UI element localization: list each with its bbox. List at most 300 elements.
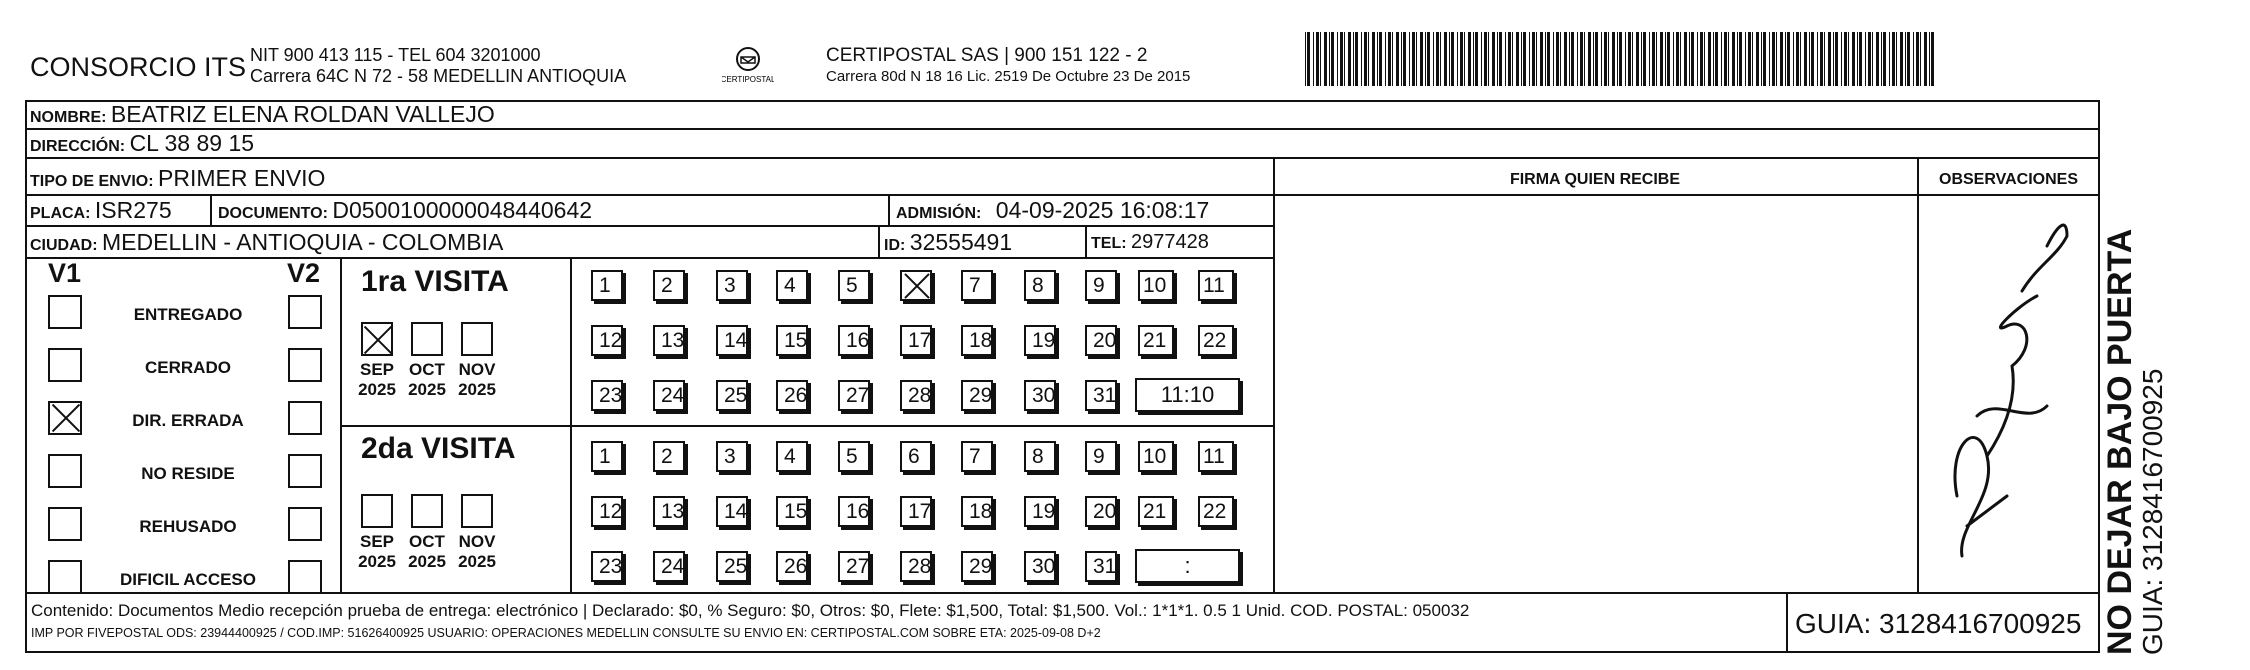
v1-checkbox[interactable] [48,507,82,541]
month-label: NOV 2025 [458,532,496,571]
day-checkbox[interactable]: 26 [776,551,808,582]
barcode-bar [1488,32,1489,86]
barcode-bar [1505,32,1506,86]
barcode-bar [1355,32,1358,86]
barcode-bar [1396,32,1399,86]
day-checkbox[interactable]: 19 [1024,496,1056,527]
barcode-bar [1588,32,1591,86]
barcode-bar [1835,32,1838,86]
barcode-bar [1724,32,1727,86]
barcode-bar [1547,32,1550,86]
day-checkbox[interactable]: 4 [776,441,808,472]
barcode-bar [1508,32,1511,86]
barcode-bar [1876,32,1879,86]
barcode-bar [1745,32,1746,86]
barcode-bar [1728,32,1729,86]
month-label: OCT 2025 [408,360,446,399]
barcode-bar [1625,32,1626,86]
day-checkbox[interactable]: 21 [1138,496,1174,527]
barcode-bar [1889,32,1890,86]
barcode-bar [1652,32,1655,86]
barcode-bar [1793,32,1794,86]
barcode-bar [1601,32,1602,86]
day-checkbox[interactable]: 8 [1024,441,1056,472]
barcode-bar [1721,32,1722,86]
company-info [250,45,626,87]
day-checkbox[interactable]: 24 [653,551,685,582]
barcode-bar [1416,32,1417,86]
barcode-bar [1497,32,1498,86]
barcode-bar [1473,32,1474,86]
barcode-bar [1403,32,1406,86]
barcode-bar [1872,32,1873,86]
direccion-label: DIRECCIÓN: [30,138,126,155]
day-checkbox[interactable]: 31 [1085,551,1117,582]
barcode-bar [1691,32,1694,86]
barcode-bar [1857,32,1858,86]
barcode-bar [1329,32,1330,86]
barcode-bar [1427,32,1430,86]
barcode-bar [1737,32,1738,86]
barcode-bar [1433,32,1434,86]
status-label: ENTREGADO [133,305,243,324]
barcode-bar [1364,32,1367,86]
v1-checkbox[interactable] [48,348,82,382]
barcode-bar [1368,32,1369,86]
month-checkbox[interactable] [461,494,493,528]
barcode-bar [1521,32,1522,86]
v2-checkbox[interactable] [288,507,322,541]
barcode-bar [1756,32,1759,86]
firma-label: FIRMA QUIEN RECIBE [1509,171,1681,188]
status-label: DIR. ERRADA [132,411,244,430]
barcode-bar [1316,32,1319,86]
v1-label: V1 [48,258,82,288]
day-checkbox[interactable]: 5 [838,441,870,472]
day-checkbox[interactable]: 17 [900,325,932,356]
nombre-row [30,101,495,128]
day-checkbox[interactable]: 14 [716,325,748,356]
barcode-bar [1529,32,1530,86]
observaciones-signature [1917,196,2100,592]
barcode-bar [1752,32,1753,86]
day-checkbox[interactable]: 10 [1138,441,1174,472]
month-checkbox[interactable] [411,494,443,528]
day-checkbox[interactable]: 24 [653,380,685,411]
time-field[interactable]: 11:10 [1135,378,1240,412]
day-checkbox[interactable]: 19 [1024,325,1056,356]
barcode-bar [1484,32,1487,86]
v1-checkbox[interactable] [48,401,82,435]
barcode-bar [1700,32,1703,86]
barcode-bar [1593,32,1594,86]
barcode-bar [1713,32,1714,86]
barcode-bar [1859,32,1862,86]
v2-checkbox[interactable] [288,401,322,435]
documento-cell [218,197,592,224]
tipo-label: TIPO DE ENVIO: [30,173,154,190]
barcode [1305,32,1937,86]
day-checkbox[interactable]: 28 [900,551,932,582]
day-checkbox[interactable]: 29 [961,551,993,582]
barcode-bar [1656,32,1657,86]
admision-label: ADMISIÓN: [896,205,982,222]
day-checkbox[interactable]: 6 [900,441,932,472]
barcode-bar [1468,32,1471,86]
barcode-bar [1617,32,1618,86]
v1-checkbox[interactable] [48,295,82,329]
signature-area[interactable] [1273,196,1917,592]
barcode-bar [1796,32,1799,86]
month-checkbox[interactable] [361,322,393,356]
barcode-bar [1612,32,1615,86]
day-checkbox[interactable]: 27 [838,380,870,411]
barcode-bar [1564,32,1567,86]
barcode-bar [1820,32,1823,86]
day-checkbox[interactable] [900,270,932,301]
barcode-bar [1401,32,1402,86]
barcode-bar [1560,32,1561,86]
status-label: REHUSADO [139,517,237,536]
v2-checkbox[interactable] [288,348,322,382]
barcode-bar [1595,32,1598,86]
company-name: CONSORCIO ITS [30,52,247,82]
barcode-bar [1436,32,1439,86]
barcode-bar [1787,32,1790,86]
barcode-bar [1776,32,1777,86]
barcode-bar [1641,32,1642,86]
barcode-bar [1708,32,1711,86]
barcode-bar [1680,32,1681,86]
admision-cell [896,197,1209,224]
barcode-bar [1732,32,1735,86]
day-checkbox[interactable]: 21 [1138,325,1174,356]
side-no-dejar: NO DEJAR BAJO PUERTA [2101,228,2139,655]
status-label: DIFICIL ACCESO [119,570,256,589]
barcode-bar [1817,32,1818,86]
barcode-bar [1457,32,1458,86]
day-checkbox[interactable]: 3 [716,441,748,472]
day-checkbox[interactable]: 15 [776,325,808,356]
status-label: CERRADO [145,358,231,377]
barcode-bar [1532,32,1535,86]
tel-value: 2977428 [1131,231,1209,253]
day-checkbox[interactable]: 12 [591,496,623,527]
barcode-bar [1305,32,1306,86]
barcode-bar [1604,32,1607,86]
company-nit: NIT 900 413 115 - TEL 604 3201000 [250,45,541,65]
day-checkbox[interactable]: 18 [961,325,993,356]
barcode-bar [1628,32,1631,86]
barcode-bar [1444,32,1447,86]
barcode-bar [1739,32,1742,86]
tel-cell [1091,231,1209,254]
v2-checkbox[interactable] [288,295,322,329]
month-label: SEP 2025 [358,532,396,571]
day-checkbox[interactable]: 7 [961,441,993,472]
visit1-title: 1ra VISITA [361,265,509,298]
barcode-bar [1379,32,1382,86]
barcode-bar [1841,32,1842,86]
observaciones-label: OBSERVACIONES [1939,171,2078,188]
barcode-bar [1409,32,1410,86]
barcode-bar [1896,32,1897,86]
barcode-bar [1392,32,1393,86]
day-checkbox[interactable]: 10 [1138,270,1174,301]
v2-checkbox[interactable] [288,560,322,594]
barcode-bar [1881,32,1882,86]
month-checkbox[interactable] [461,322,493,356]
day-checkbox[interactable]: 11 [1198,270,1234,301]
ciudad-cell [30,229,503,256]
day-checkbox[interactable]: 4 [776,270,808,301]
direccion-row [30,130,254,157]
barcode-bar [1780,32,1783,86]
month-checkbox[interactable] [361,494,393,528]
day-checkbox[interactable]: 16 [838,496,870,527]
barcode-bar [1545,32,1546,86]
barcode-bar [1769,32,1770,86]
imp-text: IMP POR FIVEPOSTAL ODS: 23944400925 / COD.IMP: 51626400925 USUARIO: OPERACIONES MEDELLIN CONSULTE SU ENVIO EN: CERTIPOSTAL.COM SOBRE ETA: 2025-09-08 D+2 [31,626,1101,640]
barcode-bar [1577,32,1578,86]
side-text [2102,95,2168,655]
barcode-bar [1348,32,1351,86]
barcode-bar [1704,32,1705,86]
barcode-bar [1689,32,1690,86]
direccion-value: CL 38 89 15 [129,130,255,156]
barcode-bar [1920,32,1921,86]
barcode-bar [1665,32,1666,86]
barcode-bar [1449,32,1450,86]
barcode-bar [1460,32,1463,86]
courier-nit: CERTIPOSTAL SAS | 900 151 122 - 2 [826,45,1148,66]
barcode-bar [1632,32,1633,86]
day-checkbox[interactable]: 22 [1198,325,1234,356]
barcode-bar [1883,32,1886,86]
day-checkbox[interactable]: 14 [716,496,748,527]
barcode-bar [1785,32,1786,86]
tel-label: TEL: [1091,235,1127,252]
day-checkbox[interactable]: 1 [591,441,623,472]
barcode-bar [1361,32,1362,86]
barcode-bar [1924,32,1927,86]
day-checkbox[interactable]: 17 [900,496,932,527]
day-checkbox[interactable]: 13 [653,496,685,527]
day-checkbox[interactable]: 20 [1085,496,1117,527]
barcode-bar [1580,32,1583,86]
barcode-bar [1440,32,1441,86]
barcode-bar [1844,32,1847,86]
day-checkbox[interactable]: 23 [591,380,623,411]
barcode-bar [1636,32,1639,86]
v1-checkbox[interactable] [48,560,82,594]
barcode-bar [1353,32,1354,86]
placa-value: ISR275 [94,197,172,223]
month-label: SEP 2025 [358,360,396,399]
barcode-bar [1907,32,1910,86]
barcode-bar [1340,32,1343,86]
barcode-bar [1499,32,1502,86]
id-value: 32555491 [909,229,1013,255]
barcode-bar [1324,32,1327,86]
v2-label: V2 [287,258,321,288]
barcode-bar [1931,32,1934,86]
day-checkbox[interactable]: 2 [653,441,685,472]
month-label: NOV 2025 [458,360,496,399]
day-checkbox[interactable]: 26 [776,380,808,411]
barcode-bar [1848,32,1849,86]
barcode-bar [1313,32,1314,86]
courier-info [826,45,1190,87]
day-checkbox[interactable]: 11 [1198,441,1234,472]
barcode-bar [1481,32,1482,86]
placa-cell [30,197,172,224]
day-checkbox[interactable]: 29 [961,380,993,411]
barcode-bar [1748,32,1751,86]
barcode-bar [1809,32,1810,86]
barcode-bar [1900,32,1903,86]
day-checkbox[interactable]: 12 [591,325,623,356]
day-checkbox[interactable]: 30 [1024,551,1056,582]
barcode-bar [1715,32,1718,86]
barcode-bar [1649,32,1650,86]
v2-checkbox[interactable] [288,454,322,488]
barcode-bar [1464,32,1465,86]
nombre-value: BEATRIZ ELENA ROLDAN VALLEJO [110,101,495,127]
barcode-bar [1667,32,1670,86]
barcode-bar [1388,32,1391,86]
day-checkbox[interactable]: 8 [1024,270,1056,301]
day-checkbox[interactable]: 23 [591,551,623,582]
barcode-bar [1865,32,1866,86]
day-checkbox[interactable]: 13 [653,325,685,356]
day-checkbox[interactable]: 18 [961,496,993,527]
barcode-bar [1377,32,1378,86]
barcode-bar [1584,32,1585,86]
day-checkbox[interactable]: 3 [716,270,748,301]
ciudad-value: MEDELLIN - ANTIOQUIA - COLOMBIA [102,229,504,255]
day-checkbox[interactable]: 9 [1085,441,1117,472]
day-checkbox[interactable]: 15 [776,496,808,527]
certipostal-logo [722,44,774,90]
barcode-bar [1929,32,1930,86]
barcode-bar [1412,32,1415,86]
barcode-bar [1916,32,1919,86]
barcode-bar [1372,32,1375,86]
day-checkbox[interactable]: 20 [1085,325,1117,356]
barcode-bar [1523,32,1526,86]
day-checkbox[interactable]: 22 [1198,496,1234,527]
v1-checkbox[interactable] [48,454,82,488]
documento-value: D0500100000048440642 [332,197,593,223]
barcode-bar [1475,32,1478,86]
barcode-bar [1320,32,1321,86]
contenido-text: Contenido: Documentos Medio recepción prueba de entrega: electrónico | Declarado: $0, % Seguro: $0, Otros: $0, Flete: $1,500, Total: $1,500. Vol.: 1*1*1. 0.5 1 Unid. COD. POSTAL: 050032 [31,601,1470,620]
barcode-bar [1905,32,1906,86]
barcode-bar [1512,32,1513,86]
barcode-bar [1451,32,1454,86]
barcode-bar [1540,32,1543,86]
barcode-bar [1619,32,1622,86]
barcode-bar [1553,32,1554,86]
barcode-bar [1385,32,1386,86]
barcode-bar [1868,32,1871,86]
placa-label: PLACA: [30,205,91,222]
svg-text:CERTIPOSTAL: CERTIPOSTAL [722,75,774,84]
barcode-bar [1492,32,1495,86]
side-guia: GUIA: 3128416700925 [2137,368,2168,655]
documento-label: DOCUMENTO: [218,205,328,222]
day-checkbox[interactable]: 9 [1085,270,1117,301]
time-field[interactable]: : [1135,549,1240,583]
barcode-bar [1571,32,1574,86]
barcode-bar [1913,32,1914,86]
day-checkbox[interactable]: 27 [838,551,870,582]
id-label: ID: [884,237,906,254]
month-label: OCT 2025 [408,532,446,571]
day-checkbox[interactable]: 5 [838,270,870,301]
id-cell [884,229,1012,256]
day-checkbox[interactable]: 2 [653,270,685,301]
day-checkbox[interactable]: 31 [1085,380,1117,411]
visit2-title: 2da VISITA [361,432,516,465]
barcode-bar [1643,32,1646,86]
day-checkbox[interactable]: 25 [716,380,748,411]
admision-value: 04-09-2025 16:08:17 [995,197,1210,223]
barcode-bar [1824,32,1825,86]
barcode-bar [1660,32,1663,86]
tipo-row [30,165,325,192]
barcode-bar [1344,32,1345,86]
barcode-bar [1761,32,1762,86]
barcode-bar [1331,32,1334,86]
barcode-bar [1811,32,1814,86]
barcode-bar [1536,32,1537,86]
day-checkbox[interactable]: 16 [838,325,870,356]
barcode-bar [1892,32,1895,86]
status-label: NO RESIDE [141,464,235,483]
barcode-bar [1556,32,1559,86]
company-address: Carrera 64C N 72 - 58 MEDELLIN ANTIOQUIA [250,66,627,86]
day-checkbox[interactable]: 7 [961,270,993,301]
barcode-bar [1608,32,1609,86]
day-checkbox[interactable]: 25 [716,551,748,582]
barcode-bar [1697,32,1698,86]
barcode-bar [1307,32,1310,86]
barcode-bar [1772,32,1775,86]
tipo-value: PRIMER ENVIO [158,165,326,191]
day-checkbox[interactable]: 28 [900,380,932,411]
guia-footer: GUIA: 3128416700925 [1795,608,2082,639]
barcode-bar [1673,32,1674,86]
barcode-bar [1425,32,1426,86]
barcode-bar [1804,32,1807,86]
barcode-bar [1420,32,1423,86]
barcode-bar [1763,32,1766,86]
barcode-bar [1569,32,1570,86]
barcode-bar [1828,32,1831,86]
day-checkbox[interactable]: 1 [591,270,623,301]
barcode-bar [1516,32,1519,86]
day-checkbox[interactable]: 30 [1024,380,1056,411]
barcode-bar [1800,32,1801,86]
barcode-bar [1337,32,1338,86]
barcode-bar [1676,32,1679,86]
barcode-bar [1684,32,1687,86]
month-checkbox[interactable] [411,322,443,356]
nombre-label: NOMBRE: [30,109,107,126]
barcode-bar [1833,32,1834,86]
